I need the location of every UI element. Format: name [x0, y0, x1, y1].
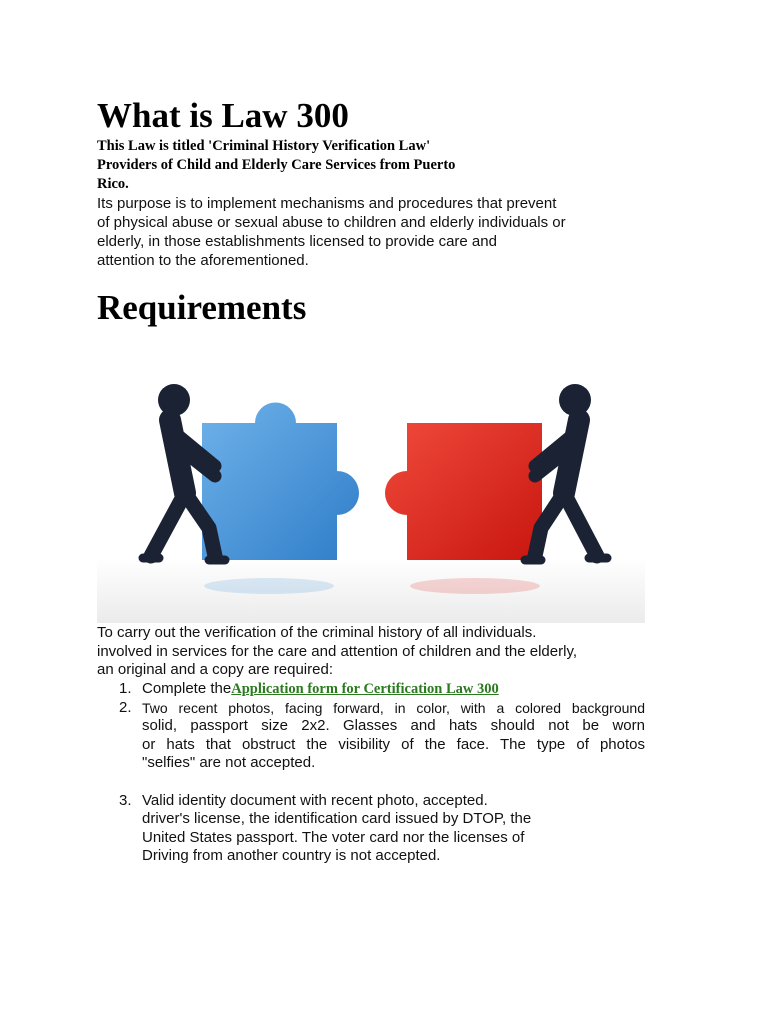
- list-text: Complete the: [142, 680, 232, 697]
- list-line: driver's license, the identification card issued by DTOP, the: [142, 810, 532, 827]
- list-item: [97, 792, 645, 866]
- list-line: or hats that obstruct the visibility of the face. The type of photos: [142, 735, 645, 753]
- intro-line: To carry out the verification of the criminal history of all individuals.: [97, 624, 537, 641]
- list-item: [97, 680, 645, 699]
- list-line: United States passport. The voter card nor the licenses of: [142, 828, 525, 846]
- list-spacer: [97, 773, 645, 792]
- list-line: Two recent photos, facing forward, in color, with a colored background: [142, 699, 645, 716]
- list-number: 3.: [119, 791, 132, 809]
- purpose-line: of physical abuse or sexual abuse to children and elderly individuals or: [97, 214, 566, 231]
- requirements-heading: Requirements: [97, 288, 307, 327]
- list-number: 1.: [119, 680, 132, 697]
- requirements-list: [97, 680, 645, 866]
- list-line: [142, 680, 645, 699]
- list-line: Driving from another country is not accepted.: [142, 847, 441, 864]
- list-line: "selfies" are not accepted.: [142, 754, 316, 771]
- intro-line: involved in services for the care and attention of children and the elderly,: [97, 642, 577, 660]
- right-person-figure-icon: [525, 384, 607, 560]
- two-figures-joining-puzzle-pieces-icon: [97, 378, 645, 623]
- left-person-figure-icon: [143, 384, 225, 560]
- subtitle-line: Providers of Child and Elderly Care Services from Puerto: [97, 157, 456, 173]
- subtitle-line: This Law is titled 'Criminal History Verification Law': [97, 138, 431, 154]
- subtitle-line: Rico.: [97, 176, 129, 192]
- law-subtitle: [97, 137, 455, 194]
- list-line: solid, passport size 2x2. Glasses and hats should not be worn: [142, 717, 645, 734]
- list-line: Valid identity document with recent photo, accepted.: [142, 791, 488, 809]
- purpose-line: elderly, in those establishments licensed to provide care and: [97, 233, 497, 250]
- purpose-line: attention to the aforementioned.: [97, 252, 309, 269]
- list-number: 2.: [119, 698, 132, 716]
- floor-reflection: [97, 558, 645, 623]
- page-title: What is Law 300: [97, 96, 349, 135]
- application-form-link[interactable]: Application form for Certification Law 300: [231, 681, 499, 697]
- purpose-paragraph: [97, 194, 566, 270]
- list-item: [97, 699, 645, 773]
- requirements-intro: [97, 624, 577, 680]
- purpose-line: Its purpose is to implement mechanisms and procedures that prevent: [97, 195, 557, 212]
- intro-line: an original and a copy are required:: [97, 661, 333, 678]
